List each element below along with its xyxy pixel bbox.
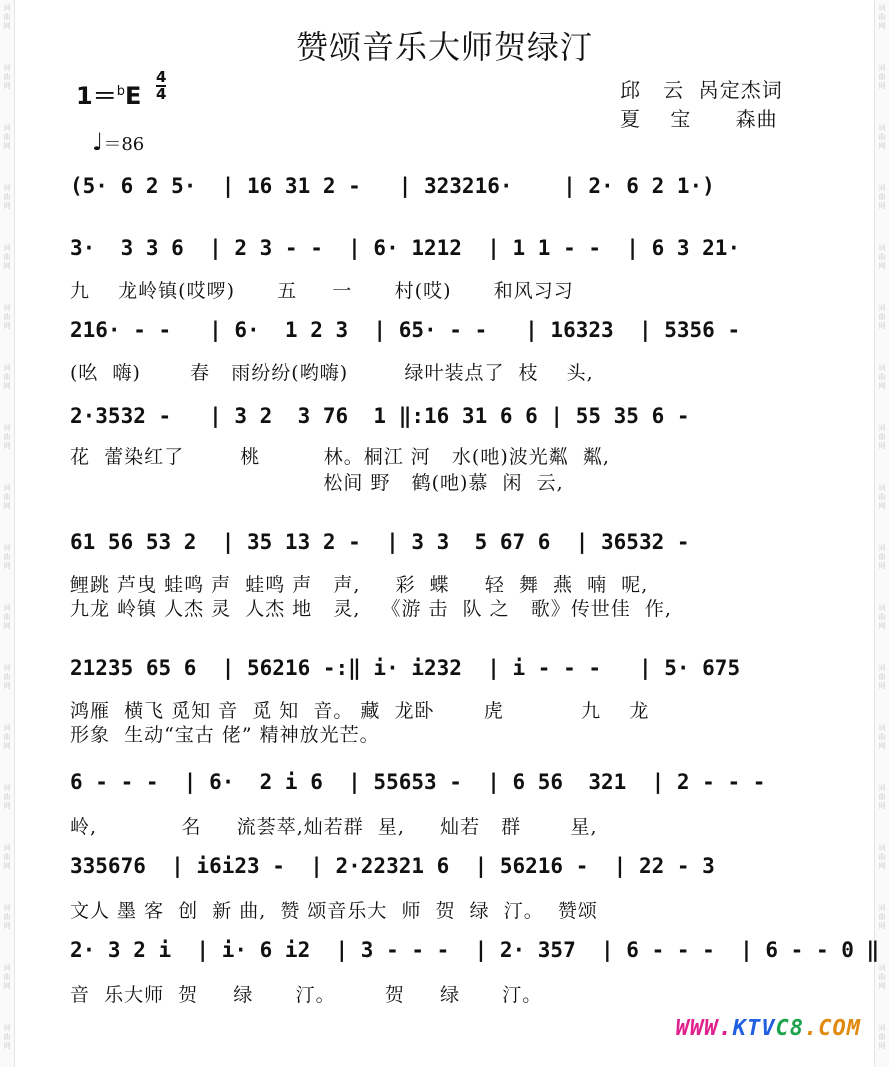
watermark-text: 词 曲 网: [878, 904, 886, 930]
song-title: 赞颂音乐大师贺绿汀: [295, 28, 593, 66]
lyric-line-2: 九龙 岭镇 人杰 灵 人杰 地 灵, 《游 击 队 之 歌》传世佳 作,: [70, 598, 672, 620]
watermark-text: 词 曲 网: [3, 4, 11, 30]
watermark-text: 词 曲 网: [3, 364, 11, 390]
watermark-text: 词 曲 网: [878, 724, 886, 750]
watermark-text: 词 曲 网: [3, 124, 11, 150]
watermark-text: 词 曲 网: [878, 364, 886, 390]
watermark-text: 词 曲 网: [878, 664, 886, 690]
watermark-text: 词 曲 网: [878, 244, 886, 270]
watermark-text: 词 曲 网: [878, 964, 886, 990]
watermark-text: 词 曲 网: [878, 1024, 886, 1050]
watermark-text: 词 曲 网: [3, 544, 11, 570]
notation-line: 2·3532 - | 3 2 3 76 1 ‖:16 31 6 6 | 55 35 6 -: [70, 404, 690, 428]
watermark-text: 词 曲 网: [878, 844, 886, 870]
notation-line: 61 56 53 2 | 35 13 2 - | 3 3 5 67 6 | 36532 -: [70, 530, 690, 554]
watermark-text: 词 曲 网: [878, 544, 886, 570]
lyric-line: 鲤跳 芦曳 蛙鸣 声 蛙鸣 声 声, 彩 蝶 轻 舞 燕 喃 呢,: [70, 574, 649, 596]
watermark-text: 词 曲 网: [878, 304, 886, 330]
watermark-text: 词 曲 网: [878, 424, 886, 450]
watermark-text: 词 曲 网: [3, 64, 11, 90]
credits: [620, 76, 783, 134]
lyricist-credit: 邱 云 呙定杰词: [620, 78, 783, 102]
watermark-text: 词 曲 网: [3, 964, 11, 990]
watermark-text: 词 曲 网: [878, 4, 886, 30]
watermark-text: 词 曲 网: [3, 244, 11, 270]
lyric-line-2: 松间 野 鹤(吔)慕 闲 云,: [70, 472, 564, 494]
watermark-text: 词 曲 网: [878, 64, 886, 90]
lyric-line: 岭, 名 流荟萃,灿若群 星, 灿若 群 星,: [70, 816, 598, 838]
notation-line: 216· - - | 6· 1 2 3 | 65· - - | 16323 | 5356 -: [70, 318, 741, 342]
notation-line: 335676 | i6i23 - | 2·22321 6 | 56216 - | 22 - 3: [70, 854, 715, 878]
time-signature: 4 4: [156, 68, 167, 103]
watermark-text: 词 曲 网: [3, 904, 11, 930]
quarter-note-icon: ♩: [92, 128, 104, 156]
watermark-text: 词 曲 网: [3, 844, 11, 870]
watermark-text: 词 曲 网: [3, 1024, 11, 1050]
lyric-line: (吆 嗨) 春 雨纷纷(哟嗨) 绿叶装点了 枝 头,: [70, 362, 594, 384]
watermark-text: 词 曲 网: [3, 184, 11, 210]
lyric-line: 鸿雁 横飞 觅知 音 觅 知 音。 藏 龙卧 虎 九 龙: [70, 700, 650, 722]
lyric-line-2: 形象 生动“宝古 佬” 精神放光芒。: [70, 724, 380, 746]
lyric-line: 九 龙岭镇(哎啰) 五 一 村(哎) 和风习习: [70, 280, 574, 302]
notation-line: 21235 65 6 | 56216 -:‖ i· i232 | i - - - | 5· 675: [70, 656, 741, 680]
watermark-text: 词 曲 网: [3, 424, 11, 450]
watermark-text: 词 曲 网: [878, 784, 886, 810]
notation-line: (5· 6 2 5· | 16 31 2 - | 323216· | 2· 6 2 1·): [70, 174, 715, 198]
notation-line: 6 - - - | 6· 2 i 6 | 55653 - | 6 56 321 | 2 - - -: [70, 770, 766, 794]
notation-line: 2· 3 2 i | i· 6 i2 | 3 - - - | 2· 357 | 6 - - - | 6 - - 0 ‖: [70, 938, 880, 962]
tempo-marking: ♩＝86: [92, 128, 145, 156]
watermark-text: 词 曲 网: [878, 184, 886, 210]
lyric-line: 音 乐大师 贺 绿 汀。 贺 绿 汀。: [70, 984, 543, 1006]
watermark-text: 词 曲 网: [3, 604, 11, 630]
composer-credit: 夏 宝 森曲: [620, 107, 778, 131]
key-signature: 1＝$^b$E: [76, 82, 142, 110]
watermark-text: 词 曲 网: [878, 484, 886, 510]
watermark-text: 词 曲 网: [3, 304, 11, 330]
watermark-text: 词 曲 网: [878, 604, 886, 630]
notation-line: 3· 3 3 6 | 2 3 - - | 6· 1212 | 1 1 - - | 6 3 21·: [70, 236, 741, 260]
watermark-text: 词 曲 网: [3, 724, 11, 750]
watermark-text: 词 曲 网: [3, 784, 11, 810]
site-watermark: WWW.KTVC8.COM: [675, 1016, 861, 1041]
lyric-line: 花 蕾染红了 桃 林。桐江 河 水(吔)波光粼 粼,: [70, 446, 610, 468]
watermark-text: 词 曲 网: [3, 664, 11, 690]
watermark-text: 词 曲 网: [3, 484, 11, 510]
lyric-line: 文人 墨 客 创 新 曲, 赞 颂音乐大 师 贺 绿 汀。 赞颂: [70, 900, 598, 922]
watermark-text: 词 曲 网: [878, 124, 886, 150]
